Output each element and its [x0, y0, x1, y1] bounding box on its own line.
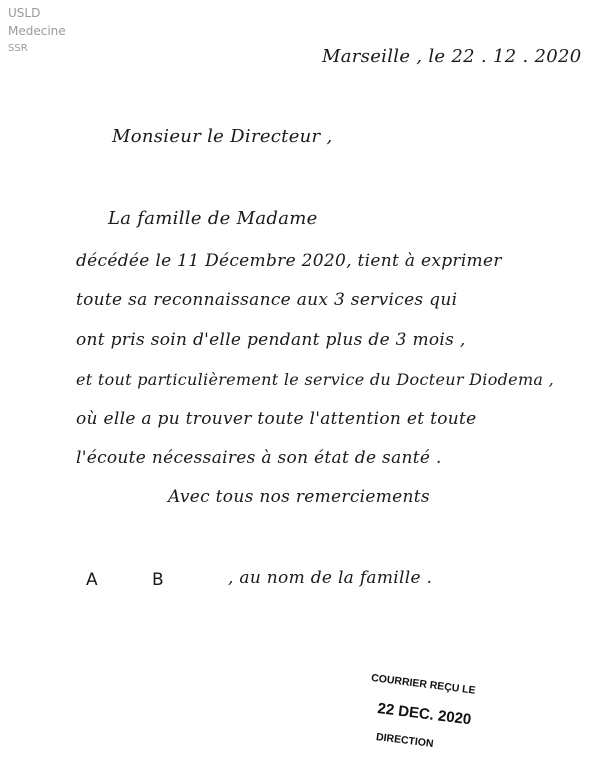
body-line: où elle a pu trouver toute l'attention et toute: [76, 409, 477, 429]
stamp-line-date: 22 DEC. 2020: [376, 700, 473, 729]
body-line: ont pris soin d'elle pendant plus de 3 mois ,: [76, 330, 466, 350]
annotation-line-medecine: Medecine: [8, 24, 66, 38]
body-line: l'écoute nécessaires à son état de santé .: [76, 448, 442, 468]
salutation: Monsieur le Directeur ,: [112, 126, 333, 147]
body-line: toute sa reconnaissance aux 3 services qui: [76, 290, 458, 310]
body-line: et tout particulièrement le service du Docteur Diodema ,: [76, 370, 555, 389]
signature-initial-b: B: [152, 570, 164, 590]
received-stamp: [362, 672, 488, 771]
body-line: décédée le 11 Décembre 2020, tient à exprimer: [76, 251, 502, 271]
stamp-line-direction: DIRECTION: [375, 731, 435, 750]
annotation-line-usld: USLD: [8, 6, 41, 20]
place-date: Marseille , le 22 . 12 . 2020: [322, 46, 582, 67]
signature-text: , au nom de la famille .: [228, 568, 433, 588]
closing: Avec tous nos remerciements: [168, 487, 430, 507]
signature-initial-a: A: [86, 570, 98, 590]
body-line: La famille de Madame: [108, 208, 318, 229]
annotation-line-ssr: SSR: [8, 43, 28, 54]
stamp-line-received: COURRIER REÇU LE: [370, 672, 477, 697]
